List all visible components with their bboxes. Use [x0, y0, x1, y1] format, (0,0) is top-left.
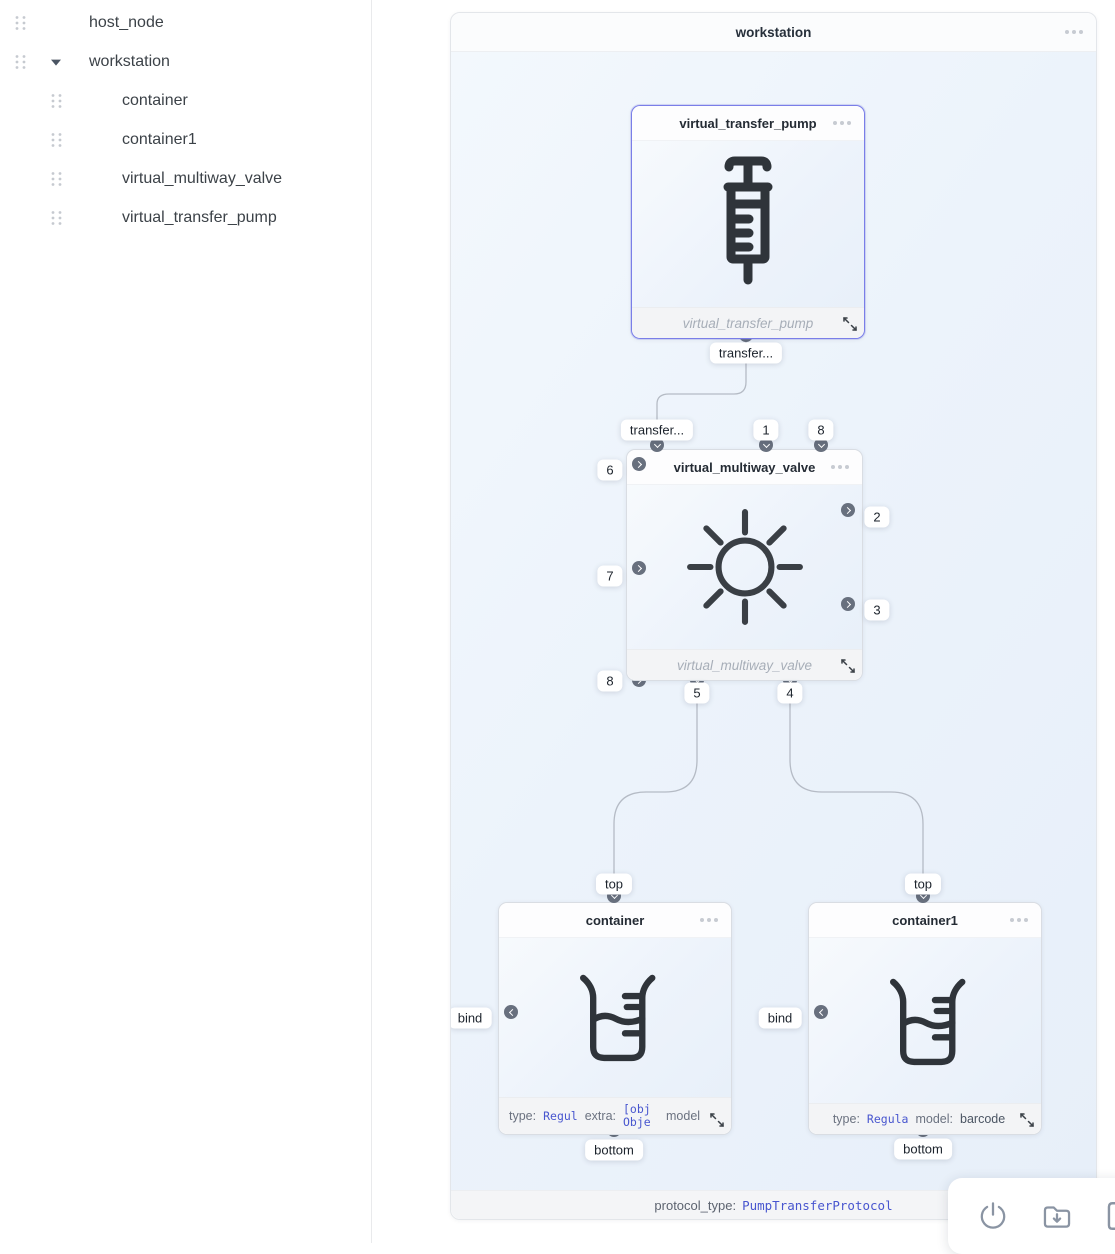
node-container[interactable]: [498, 902, 732, 1135]
node-subtitle: virtual_transfer_pump: [683, 316, 814, 331]
resize-handle-icon[interactable]: [1020, 1113, 1034, 1127]
field-label-model: model: [666, 1109, 700, 1123]
workstation-title: workstation: [736, 25, 812, 40]
sidebar-item-container[interactable]: [0, 81, 371, 120]
workstation-group-node[interactable]: [450, 12, 1097, 1220]
port-valve-3[interactable]: [841, 597, 855, 611]
beaker-icon: [565, 965, 665, 1069]
field-value-model: barcode: [960, 1112, 1005, 1126]
field-label-type: type:: [509, 1109, 536, 1123]
beaker-icon: [875, 969, 975, 1073]
sidebar-item-host-node[interactable]: [0, 3, 371, 42]
resize-handle-icon[interactable]: [843, 317, 857, 331]
chevron-down-icon[interactable]: [51, 59, 61, 65]
port-label: 6: [597, 460, 622, 481]
port-label: 5: [684, 683, 709, 704]
tree-item-label: virtual_multiway_valve: [122, 170, 282, 188]
port-valve-6[interactable]: [632, 457, 646, 471]
node-footer: [809, 1103, 1041, 1134]
port-label: 4: [777, 683, 802, 704]
node-title: virtual_multiway_valve: [674, 460, 816, 475]
save-icon[interactable]: [1104, 1199, 1115, 1233]
port-valve-2[interactable]: [841, 503, 855, 517]
node-title: container: [586, 913, 645, 928]
tree-item-label: host_node: [89, 14, 164, 32]
node-body: [627, 485, 862, 649]
node-fields: [499, 1098, 731, 1134]
more-menu-icon[interactable]: [833, 121, 851, 125]
port-label: bind: [451, 1008, 491, 1029]
node-title: virtual_transfer_pump: [679, 116, 816, 131]
port-label: 7: [597, 566, 622, 587]
resize-handle-icon[interactable]: [841, 659, 855, 673]
more-menu-icon[interactable]: [1065, 30, 1083, 34]
drag-handle-icon[interactable]: [50, 210, 63, 226]
node-footer: [627, 649, 862, 680]
node-virtual-multiway-valve[interactable]: [626, 449, 863, 681]
tree-item-label: virtual_transfer_pump: [122, 209, 277, 227]
port-label: top: [596, 874, 632, 895]
node-body: [632, 141, 864, 307]
node-tree: [0, 0, 371, 237]
port-label: top: [905, 874, 941, 895]
port-label: 8: [597, 671, 622, 692]
power-icon[interactable]: [976, 1199, 1010, 1233]
node-virtual-transfer-pump[interactable]: [631, 105, 865, 339]
workstation-header[interactable]: [451, 13, 1096, 52]
drag-handle-icon[interactable]: [14, 54, 27, 70]
node-header[interactable]: [632, 106, 864, 141]
sidebar-item-virtual-multiway-valve[interactable]: [0, 159, 371, 198]
field-label-model: model:: [915, 1112, 953, 1126]
port-label: bottom: [585, 1140, 643, 1161]
drag-handle-icon[interactable]: [50, 132, 63, 148]
field-value-type: Regul: [543, 1109, 578, 1123]
port-label: 8: [808, 420, 833, 441]
port-label: bottom: [894, 1139, 952, 1160]
port-label: 3: [864, 600, 889, 621]
port-valve-7[interactable]: [632, 561, 646, 575]
more-menu-icon[interactable]: [831, 465, 849, 469]
port-label: transfer...: [621, 420, 693, 441]
more-menu-icon[interactable]: [1010, 918, 1028, 922]
node-body: [809, 938, 1041, 1103]
edge-valve5-to-container-top: [614, 680, 697, 896]
protocol-type-label: protocol_type:: [654, 1198, 736, 1213]
port-label: 2: [864, 507, 889, 528]
resize-handle-icon[interactable]: [710, 1113, 724, 1127]
port-label: 1: [753, 420, 778, 441]
sidebar: [0, 0, 372, 1243]
node-header[interactable]: [627, 450, 862, 485]
workstation-body[interactable]: [451, 52, 1096, 1190]
node-title: container1: [892, 913, 958, 928]
canvas[interactable]: [372, 0, 1115, 1243]
drag-handle-icon[interactable]: [50, 171, 63, 187]
field-label-extra: extra:: [585, 1109, 616, 1123]
folder-download-icon[interactable]: [1040, 1199, 1074, 1233]
node-body: [499, 938, 731, 1097]
port-container1-bind[interactable]: [814, 1005, 828, 1019]
node-footer: [499, 1097, 731, 1134]
multiway-valve-icon: [684, 506, 806, 628]
tree-item-label: container: [122, 92, 188, 110]
field-label-type: type:: [833, 1112, 860, 1126]
tree-item-label: workstation: [89, 53, 170, 71]
field-value-extra: [obj Obje: [623, 1103, 659, 1129]
node-subtitle: virtual_multiway_valve: [677, 658, 812, 673]
node-header[interactable]: [499, 903, 731, 938]
node-fields: [809, 1107, 1041, 1131]
protocol-type-value: PumpTransferProtocol: [742, 1198, 893, 1213]
sidebar-item-virtual-transfer-pump[interactable]: [0, 198, 371, 237]
drag-handle-icon[interactable]: [14, 15, 27, 31]
node-header[interactable]: [809, 903, 1041, 938]
port-label: transfer...: [710, 343, 782, 364]
node-container1[interactable]: [808, 902, 1042, 1135]
node-footer: [632, 307, 864, 338]
edge-valve4-to-container1-top: [790, 680, 923, 896]
sidebar-item-container1[interactable]: [0, 120, 371, 159]
field-value-type: Regula: [867, 1112, 909, 1126]
port-label: bind: [759, 1008, 802, 1029]
more-menu-icon[interactable]: [700, 918, 718, 922]
tree-item-label: container1: [122, 131, 197, 149]
port-container-bind[interactable]: [504, 1005, 518, 1019]
sidebar-item-workstation[interactable]: [0, 42, 371, 81]
drag-handle-icon[interactable]: [50, 93, 63, 109]
syringe-icon: [698, 153, 798, 295]
